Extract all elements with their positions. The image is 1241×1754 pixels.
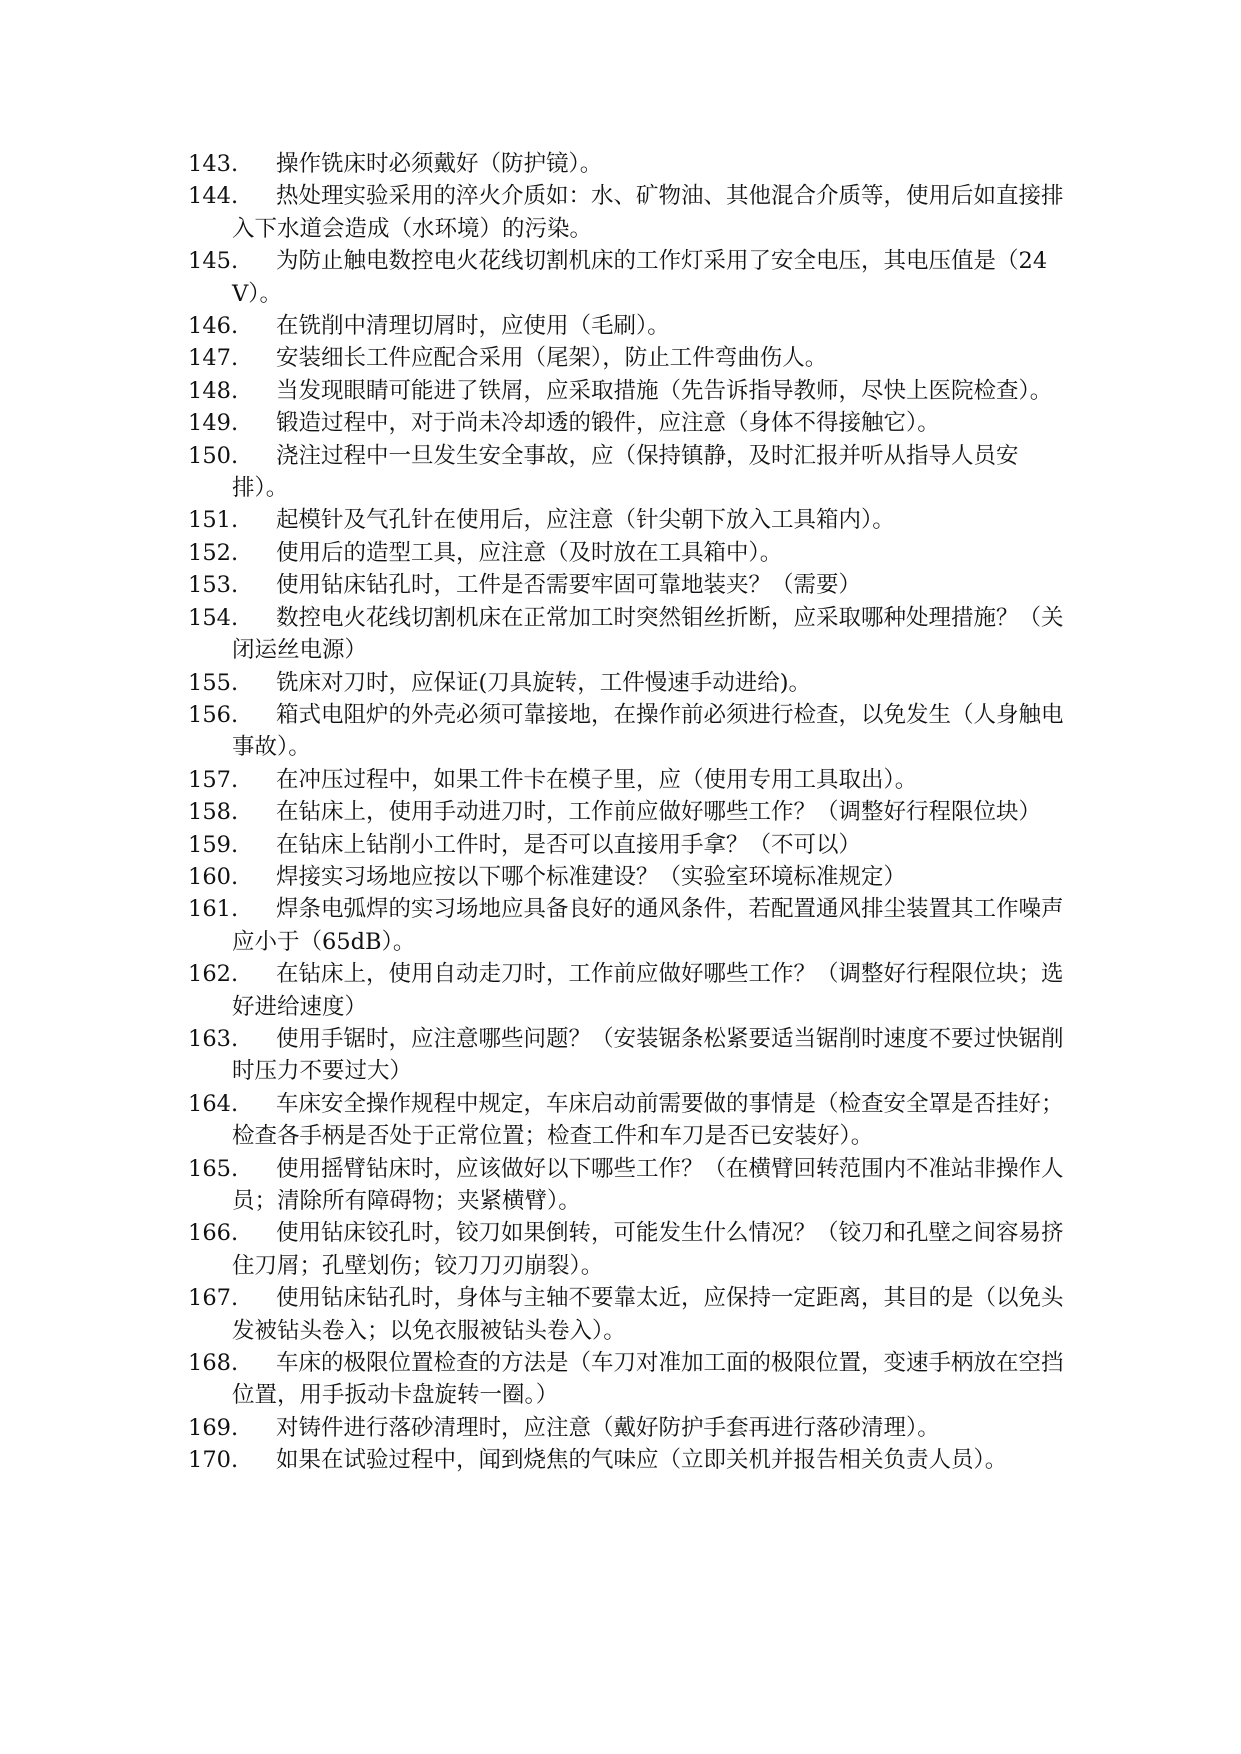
item-text: 为防止触电数控电火花线切割机床的工作灯采用了安全电压，其电压值是（24V）。 [232, 248, 1048, 307]
item-number: 147. [188, 345, 239, 372]
item-number: 154. [188, 604, 239, 631]
item-text: 锻造过程中，对于尚未冷却透的锻件，应注意（身体不得接触它）。 [276, 410, 940, 437]
item-number: 143. [188, 151, 239, 177]
list-item [188, 1347, 1068, 1412]
item-number: 162. [188, 961, 239, 988]
list-item [188, 375, 1068, 407]
list-item [188, 342, 1068, 374]
list-item [188, 440, 1068, 505]
list-item [188, 245, 1068, 310]
item-number: 160. [188, 863, 239, 890]
item-number: 152. [188, 539, 239, 566]
item-text: 起模针及气孔针在使用后，应注意（针尖朝下放入工具箱内）。 [276, 507, 895, 534]
item-text: 车床的极限位置检查的方法是（车刀对准加工面的极限位置，变速手柄放在空挡位置，用手扳动卡盘旋转一圈。） [232, 1350, 1064, 1409]
item-number: 145. [188, 248, 239, 275]
item-number: 168. [188, 1350, 239, 1377]
list-item [188, 602, 1068, 667]
list-item [188, 861, 1068, 893]
item-text: 使用手锯时，应注意哪些问题？（安装锯条松紧要适当锯削时速度不要过快锯削时压力不要过大） [232, 1025, 1064, 1085]
item-text: 使用钻床铰孔时，铰刀如果倒转，可能发生什么情况？（铰刀和孔壁之间容易挤住刀屑；孔壁划伤；铰刀刀刃崩裂）。 [232, 1220, 1064, 1279]
item-text: 使用摇臂钻床时，应该做好以下哪些工作？（在横臂回转范围内不准站非操作人员；清除所有障碍物；夹紧横臂）。 [232, 1155, 1064, 1214]
item-number: 169. [188, 1414, 239, 1441]
list-item [188, 1023, 1068, 1088]
list-item [188, 1412, 1068, 1444]
list-item [188, 1153, 1068, 1218]
item-text: 车床安全操作规程中规定，车床启动前需要做的事情是（检查安全罩是否挂好；检查各手柄是否处于正常位置；检查工件和车刀是否已安装好）。 [232, 1090, 1064, 1150]
list-item [188, 1444, 1068, 1476]
item-number: 150. [188, 442, 239, 469]
item-number: 170. [188, 1447, 239, 1474]
item-text: 使用后的造型工具，应注意（及时放在工具箱中）。 [276, 539, 783, 566]
item-number: 166. [188, 1220, 239, 1247]
list-item [188, 893, 1068, 958]
item-number: 159. [188, 831, 239, 858]
list-item [188, 1088, 1068, 1153]
item-text: 在钻床上，使用手动进刀时，工作前应做好哪些工作？（调整好行程限位块） [276, 799, 1042, 826]
item-number: 164. [188, 1090, 239, 1117]
item-number: 157. [188, 766, 239, 793]
list-item [188, 504, 1068, 536]
qa-list [188, 148, 1068, 1477]
item-number: 153. [188, 572, 239, 599]
list-item [188, 699, 1068, 764]
list-item [188, 667, 1068, 699]
item-text: 安装细长工件应配合采用（尾架），防止工件弯曲伤人。 [276, 345, 828, 372]
item-text: 浇注过程中一旦发生安全事故，应（保持镇静，及时汇报并听从指导人员安排）。 [232, 442, 1019, 502]
list-item [188, 569, 1068, 601]
item-text: 在铣削中清理切屑时，应使用（毛刷）。 [276, 313, 670, 340]
item-text: 当发现眼睛可能进了铁屑，应采取措施（先告诉指导教师，尽快上医院检查）。 [276, 377, 1053, 404]
item-text: 热处理实验采用的淬火介质如：水、矿物油、其他混合介质等，使用后如直接排入下水道会造成（水环境）的污染。 [232, 183, 1064, 242]
list-item [188, 764, 1068, 796]
item-number: 161. [188, 896, 239, 923]
item-text: 数控电火花线切割机床在正常加工时突然钼丝折断，应采取哪种处理措施？（关闭运丝电源） [232, 604, 1064, 664]
item-number: 146. [188, 313, 239, 340]
item-text: 操作铣床时必须戴好（防护镜）。 [276, 151, 603, 177]
list-item [188, 1217, 1068, 1282]
item-number: 163. [188, 1025, 239, 1052]
list-item [188, 537, 1068, 569]
item-number: 148. [188, 377, 239, 404]
list-item [188, 407, 1068, 439]
item-text: 如果在试验过程中，闻到烧焦的气味应（立即关机并报告相关负责人员）。 [276, 1447, 1008, 1474]
item-text: 在钻床上，使用自动走刀时，工作前应做好哪些工作？（调整好行程限位块；选好进给速度） [232, 961, 1064, 1020]
list-item [188, 958, 1068, 1023]
item-number: 151. [188, 507, 239, 534]
item-number: 158. [188, 799, 239, 826]
item-number: 165. [188, 1155, 239, 1182]
list-item [188, 829, 1068, 861]
item-number: 144. [188, 183, 239, 210]
list-item [188, 148, 1068, 180]
list-item [188, 1282, 1068, 1347]
list-item [188, 180, 1068, 245]
item-text: 箱式电阻炉的外壳必须可靠接地，在操作前必须进行检查，以免发生（人身触电事故）。 [232, 701, 1064, 761]
item-text: 使用钻床钻孔时，工件是否需要牢固可靠地装夹？（需要） [276, 572, 862, 599]
item-number: 167. [188, 1285, 239, 1312]
item-text: 对铸件进行落砂清理时，应注意（戴好防护手套再进行落砂清理）。 [276, 1414, 940, 1441]
item-number: 156. [188, 701, 239, 728]
list-item [188, 310, 1068, 342]
list-item [188, 796, 1068, 828]
item-text: 使用钻床钻孔时，身体与主轴不要靠太近，应保持一定距离，其目的是（以免头发被钻头卷入；以免衣服被钻头卷入）。 [232, 1285, 1064, 1344]
item-number: 155. [188, 669, 239, 696]
item-text: 在钻床上钻削小工件时，是否可以直接用手拿？（不可以） [276, 831, 862, 858]
item-text: 焊接实习场地应按以下哪个标准建设？（实验室环境标准规定） [276, 863, 907, 890]
item-number: 149. [188, 410, 239, 437]
item-text: 焊条电弧焊的实习场地应具备良好的通风条件，若配置通风排尘装置其工作噪声应小于（65dB）。 [232, 896, 1064, 955]
item-text: 铣床对刀时，应保证(刀具旋转，工件慢速手动进给)。 [276, 669, 812, 696]
item-text: 在冲压过程中，如果工件卡在模子里，应（使用专用工具取出）。 [276, 766, 918, 793]
